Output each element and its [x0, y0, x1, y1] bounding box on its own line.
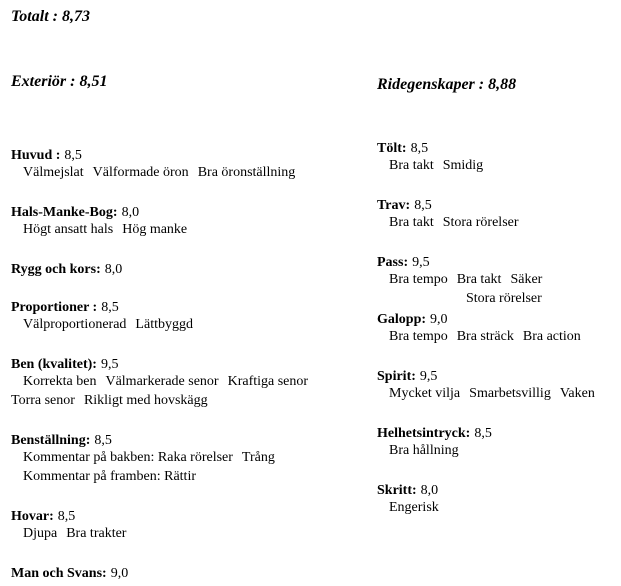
comment: Välmejslat — [23, 165, 84, 180]
comment: Kommentar på framben: Rättir — [23, 469, 196, 484]
comment: Mycket vilja — [389, 386, 461, 401]
comment: Välproportionerad — [23, 317, 127, 332]
item-description-line — [389, 386, 595, 402]
comment: Djupa — [23, 526, 58, 541]
exterior-item-benstallning — [11, 431, 112, 449]
comment: Bra trakter — [66, 526, 127, 541]
item-score: 8,0 — [420, 483, 439, 498]
comment: Bra sträck — [456, 329, 514, 344]
item-description-line — [23, 469, 196, 485]
item-description-line — [466, 291, 542, 307]
riding-heading: Ridegenskaper : 8,88 — [377, 76, 517, 93]
item-description-line — [23, 450, 275, 466]
item-description-line — [389, 215, 519, 231]
item-score: 9,0 — [430, 312, 448, 327]
item-label: Man och Svans: — [11, 566, 107, 581]
item-score: 8,5 — [64, 148, 82, 163]
riding-item-trav — [377, 196, 432, 214]
riding-item-spirit — [377, 367, 437, 385]
item-label: Pass: — [377, 255, 409, 270]
item-description-line — [389, 158, 483, 174]
comment: Bra tempo — [389, 272, 448, 287]
item-score: 8,5 — [474, 426, 492, 441]
item-score: 8,5 — [101, 300, 119, 315]
exterior-item-man-och-svans — [11, 564, 128, 582]
item-description-line — [389, 272, 542, 288]
comment: Kommentar på bakben: Raka rörelser — [23, 450, 233, 465]
comment: Stora rörelser — [442, 215, 519, 230]
item-label: Skritt: — [377, 483, 417, 498]
item-label: Galopp: — [377, 312, 427, 327]
comment: Smarbetsvillig — [469, 386, 551, 401]
item-description-line — [23, 222, 187, 238]
comment: Lättbyggd — [135, 317, 193, 332]
comment: Bra takt — [456, 272, 502, 287]
item-label: Benställning: — [11, 433, 91, 448]
comment: Rikligt med hovskägg — [83, 393, 208, 408]
comment: Högt ansatt hals — [23, 222, 114, 237]
item-score: 8,0 — [121, 205, 140, 220]
riding-item-helhetsintryck — [377, 424, 492, 442]
exterior-item-proportioner — [11, 298, 119, 316]
exterior-item-rygg-och-kors — [11, 260, 122, 278]
item-label: Trav: — [377, 198, 411, 213]
item-label: Spirit: — [377, 369, 416, 384]
item-description-line — [23, 526, 126, 542]
comment: Smidig — [442, 158, 484, 173]
item-label: Huvud : — [11, 148, 61, 163]
exterior-heading: Exteriör : 8,51 — [11, 73, 108, 90]
riding-item-pass — [377, 253, 430, 271]
item-description-line — [23, 317, 193, 333]
item-description-line — [389, 443, 459, 459]
riding-item-skritt — [377, 481, 438, 499]
total-score: Totalt : 8,73 — [11, 8, 90, 25]
item-score: 9,5 — [100, 357, 119, 372]
exterior-item-hovar — [11, 507, 75, 525]
comment: Välformade öron — [92, 165, 189, 180]
comment: Bra action — [522, 329, 581, 344]
comment: Bra takt — [389, 215, 434, 230]
comment: Bra tempo — [389, 329, 448, 344]
item-label: Hovar: — [11, 509, 54, 524]
exterior-item-huvud — [11, 146, 82, 164]
item-description-line — [23, 165, 295, 181]
item-score: 9,0 — [110, 566, 129, 581]
comment: Bra hållning — [389, 443, 459, 458]
comment: Kraftiga senor — [227, 374, 309, 389]
item-label: Proportioner : — [11, 300, 98, 315]
item-score: 8,5 — [94, 433, 112, 448]
item-label: Helhetsintryck: — [377, 426, 471, 441]
item-score: 8,5 — [414, 198, 432, 213]
item-score: 8,5 — [410, 141, 429, 156]
comment: Hög manke — [122, 222, 188, 237]
item-score: 8,0 — [104, 262, 123, 277]
comment: Trång — [241, 450, 275, 465]
comment: Engerisk — [389, 500, 439, 515]
item-label: Tölt: — [377, 141, 407, 156]
item-description-line — [11, 393, 208, 409]
comment: Bra takt — [389, 158, 434, 173]
item-label: Ben (kvalitet): — [11, 357, 97, 372]
comment: Välmarkerade senor — [105, 374, 219, 389]
item-label: Hals-Manke-Bog: — [11, 205, 118, 220]
item-description-line — [389, 500, 439, 516]
item-description-line — [389, 329, 581, 345]
riding-item-galopp — [377, 310, 448, 328]
riding-item-tolt — [377, 139, 428, 157]
item-score: 9,5 — [412, 255, 430, 270]
comment: Stora rörelser — [466, 291, 542, 306]
exterior-item-hals-manke-bog — [11, 203, 139, 221]
exterior-item-ben-kvalitet — [11, 355, 118, 373]
item-score: 9,5 — [419, 369, 438, 384]
comment: Korrekta ben — [23, 374, 97, 389]
item-score: 8,5 — [57, 509, 76, 524]
comment: Torra senor — [11, 393, 75, 408]
comment: Säker — [510, 272, 543, 287]
comment: Bra öronställning — [197, 165, 296, 180]
comment: Vaken — [559, 386, 595, 401]
item-description-line — [23, 374, 308, 390]
item-label: Rygg och kors: — [11, 262, 101, 277]
